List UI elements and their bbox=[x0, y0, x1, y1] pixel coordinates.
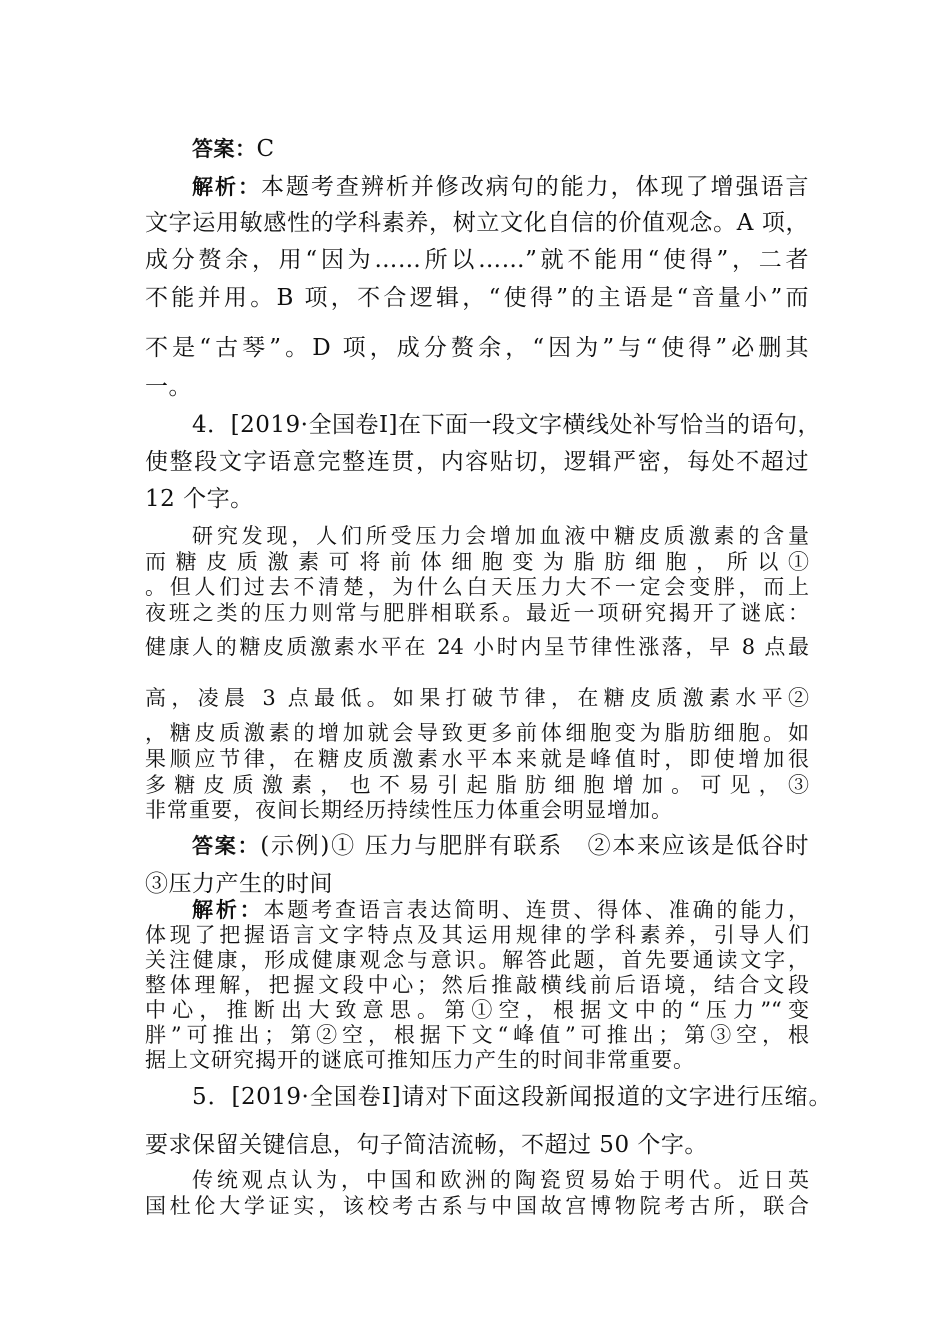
q4-analysis-line: 整体理解，把握文段中心；然后推敲横线前后语境，结合文段 bbox=[145, 973, 809, 997]
q4-question-line: 使整段文字语意完整连贯，内容贴切，逻辑严密，每处不超过 bbox=[145, 449, 809, 475]
q3-analysis-line: 不能并用。B 项，不合逻辑，“使得”的主语是“音量小”而 bbox=[145, 285, 809, 311]
q3-analysis-line: 不是“古琴”。D 项，成分赘余，“因为”与“使得”必删其 bbox=[145, 335, 809, 361]
q4-analysis-line: 体现了把握语言文字特点及其运用规律的学科素养，引导人们 bbox=[145, 923, 809, 947]
analysis-label: 解析： bbox=[192, 175, 261, 199]
q4-analysis-line: 解析：本题考查语言表达简明、连贯、得体、准确的能力， bbox=[192, 898, 810, 922]
q4-passage-line: 多糖皮质激素，也不易引起脂肪细胞增加。可见，③ bbox=[145, 773, 809, 797]
q4-question-line: 4．[2019·全国卷Ⅰ]在下面一段文字横线处补写恰当的语句， bbox=[192, 412, 822, 438]
answer-label: 答案： bbox=[192, 834, 261, 858]
q4-answer: 答案：(示例)① 压力与肥胖有联系 ②本来应该是低谷时 bbox=[192, 833, 810, 859]
q4-analysis-line: 据上文研究揭开的谜底可推知压力产生的时间非常重要。 bbox=[145, 1048, 695, 1072]
q4-analysis-line: 胖”可推出；第②空，根据下文“峰值”可推出；第③空，根 bbox=[145, 1023, 809, 1047]
q4-passage-line: 果顺应节律，在糖皮质激素水平本来就是峰值时，即使增加很 bbox=[145, 747, 809, 771]
q4-passage-line: ，糖皮质激素的增加就会导致更多前体细胞变为脂肪细胞。如 bbox=[145, 721, 809, 745]
q5-question-line: 5．[2019·全国卷Ⅰ]请对下面这段新闻报道的文字进行压缩。 bbox=[192, 1084, 832, 1110]
q3-answer bbox=[192, 134, 809, 164]
q4-passage-line: 非常重要，夜间长期经历持续性压力体重会明显增加。 bbox=[145, 798, 673, 822]
q4-passage-line: 健康人的糖皮质激素水平在 24 小时内呈节律性涨落，早 8 点最 bbox=[145, 635, 809, 659]
analysis-label: 解析： bbox=[192, 898, 264, 922]
q3-analysis-line: 一。 bbox=[145, 374, 192, 400]
q4-passage-line: 。但人们过去不清楚，为什么白天压力大不一定会变胖，而上 bbox=[145, 575, 809, 599]
q4-analysis-line: 关注健康，形成健康观念与意识。解答此题，首先要通读文字， bbox=[145, 948, 809, 972]
q4-analysis-line: 中心，推断出大致意思。第①空，根据文中的“压力”“变 bbox=[145, 998, 809, 1022]
q3-analysis-line: 文字运用敏感性的学科素养，树立文化自信的价值观念。A 项， bbox=[145, 210, 809, 236]
q3-analysis-line: 解析：本题考查辨析并修改病句的能力，体现了增强语言 bbox=[192, 174, 809, 200]
answer-label: 答案： bbox=[192, 137, 257, 161]
q4-passage-line: 而糖皮质激素可将前体细胞变为脂肪细胞，所以① bbox=[145, 550, 809, 574]
q4-passage-line: 研究发现，人们所受压力会增加血液中糖皮质激素的含量 bbox=[192, 524, 809, 548]
q3-analysis-line: 成分赘余，用“因为……所以……”就不能用“使得”，二者 bbox=[145, 247, 809, 273]
q4-question-line: 12 个字。 bbox=[145, 486, 254, 512]
q4-answer-line: ③压力产生的时间 bbox=[145, 871, 333, 897]
q5-passage-line: 传统观点认为，中国和欧洲的陶瓷贸易始于明代。近日英 bbox=[192, 1168, 809, 1192]
q4-passage-line: 夜班之类的压力则常与肥胖相联系。最近一项研究揭开了谜底： bbox=[145, 601, 809, 625]
answer-value: C bbox=[256, 136, 275, 162]
q5-question-line: 要求保留关键信息，句子简洁流畅，不超过 50 个字。 bbox=[145, 1132, 708, 1158]
q4-passage-line: 高，凌晨 3 点最低。如果打破节律，在糖皮质激素水平② bbox=[145, 686, 809, 710]
q5-passage-line: 国杜伦大学证实，该校考古系与中国故宫博物院考古所，联合 bbox=[145, 1194, 809, 1218]
